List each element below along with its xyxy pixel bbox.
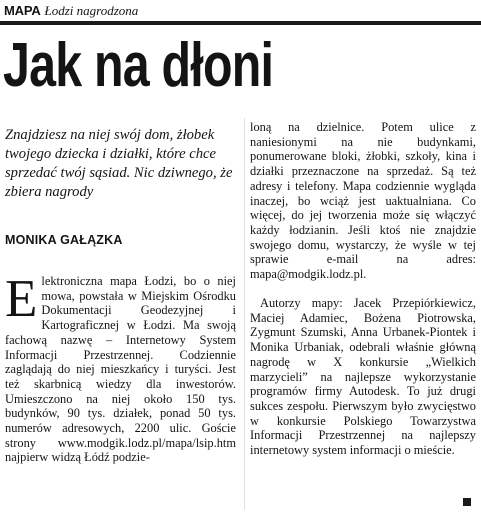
article-lead: Znajdziesz na niej swój dom, żłobek twojego dziecka i działki, które chce sprzedać twój sąsiad. Nic dziwnego, że zbiera nagrody	[5, 127, 233, 200]
article-headline: Jak na dłoni	[3, 31, 274, 100]
section-kicker	[4, 4, 138, 18]
drop-cap: E	[5, 270, 38, 328]
body-column-2-part-1: loną na dzielnice. Potem ulice z naniesionymi na nie budynkami, ponumerowane bloki, żłobki, szkoły, kina i działki przeznaczone na sprzedaż. Są też adresy i telefony. Mapa codziennie wygląda inaczej, bo wciąż jest uaktualniana. Co więcej, do jej tworzenia może się włączyć każdy łodzianin. Jeśli ktoś nie znajdzie swojego domu, wystarczy, że wyśle w tej sprawie e-mail na adres: mapa@modgik.lodz.pl.	[250, 120, 476, 282]
end-mark	[463, 498, 471, 506]
body-column-2-part-2: Autorzy mapy: Jacek Przepiórkiewicz, Maciej Adamiec, Bożena Piotrowska, Zygmunt Szumski, Anna Urbanek-Piontek i Monika Urbaniak, odebrali właśnie główną nagrodę w X konkursie „Wielkich marzycieli” na najlepsze wykorzystanie programów firmy Autodesk. To już drugi sukces zespołu. Pierwszym było zwycięstwo w konkursie Polskiego Towarzystwa Informacji Przestrzennej na najlepszy internetowy system informacji o mieście.	[250, 296, 476, 458]
body-column-1	[5, 270, 236, 465]
body-column-1-text: lektroniczna mapa Łodzi, bo o niej mowa, powstała w Miejskim Ośrodku Dokumentacji Geodezyjnej i Kartograficznej w Łodzi. Ma swoją fachową nazwę – Internetowy System Informacji Przestrzennej. Codziennie zaglądają do niej mieszkańcy i turyści. Jest też skarbnicą wiedzy dla inwestorów. Umieszczono na niej około 150 tys. budynków, 90 tys. działek, ponad 50 tys. numerów adresowych, 2200 ulic. Goście strony www.modgik.lodz.pl/mapa/lsip.htm najpierw widzą Łódź podzie-	[5, 274, 236, 465]
header-rule	[0, 21, 481, 25]
author-byline: MONIKA GAŁĄZKA	[5, 233, 123, 247]
section-label: MAPA	[4, 3, 41, 18]
section-subtitle: Łodzi nagrodzona	[44, 3, 139, 18]
column-divider	[244, 118, 245, 510]
